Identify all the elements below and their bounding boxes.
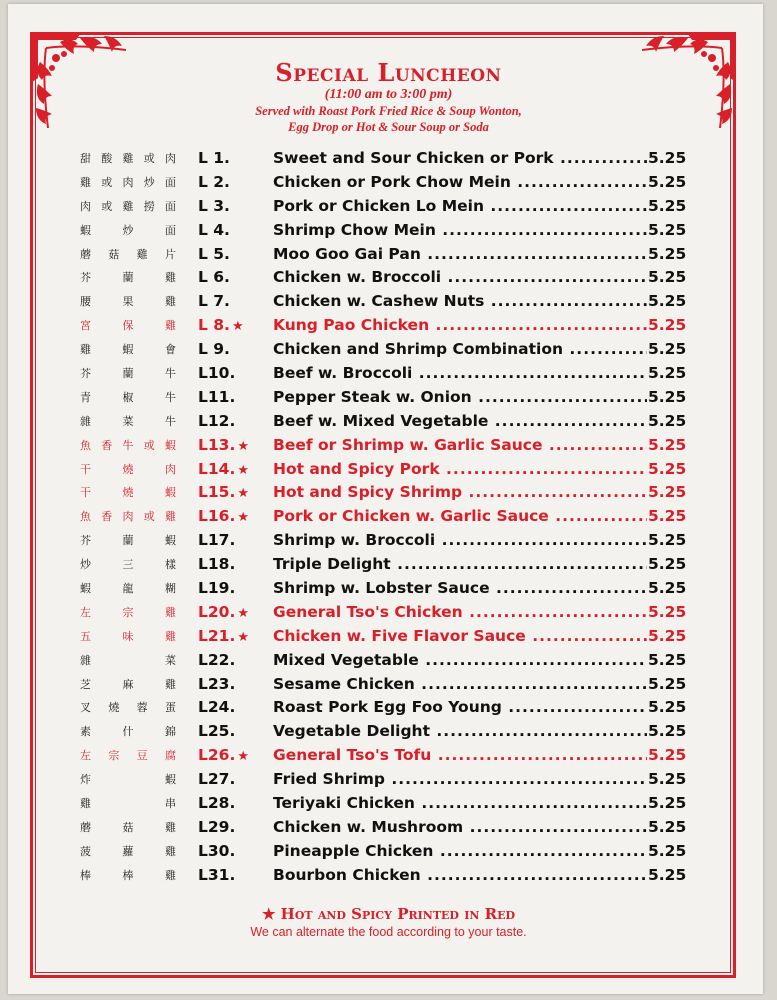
menu-item [80,840,692,864]
menu-item [80,529,692,553]
item-code-text: L 2. [198,172,230,191]
star-icon: ★ [237,605,249,621]
item-price: 5.25 [648,507,687,526]
item-code [198,673,235,697]
item-name: Pork or Chicken Lo Mein ..... [273,195,647,219]
menu-item [80,673,692,697]
menu-item [80,362,692,386]
chinese-name: 五 味 雞 [80,629,176,643]
menu-item [80,625,692,649]
item-name: Fried Shrimp ..... [273,768,647,792]
item-code-text: L31. [198,865,236,884]
item-code [198,792,235,816]
item-price: 5.25 [648,435,687,454]
menu-header [0,58,777,135]
item-code-text: L10. [198,364,236,383]
item-price: 5.25 [648,292,687,311]
item-code [198,171,230,195]
item-code-text: L25. [198,722,236,741]
item-code-text: L13. [198,435,236,454]
chinese-name: 雞 串 [80,797,176,811]
menu-item [80,434,692,458]
item-price: 5.25 [648,340,687,359]
item-name: Vegetable Delight ..... [273,720,647,744]
chinese-name: 芥 蘭 雞 [80,271,176,285]
hours-text: (11:00 am to 3:00 pm) [324,87,453,102]
item-code [198,266,230,290]
item-code [198,625,249,650]
item-code-text: L 5. [198,244,230,263]
menu-item [80,290,692,314]
chinese-name: 左 宗 豆 腐 [80,749,176,763]
menu-item [80,553,692,577]
item-name: General Tso's Chicken ..... [273,601,647,625]
item-name: Triple Delight ..... [273,553,647,577]
star-icon: ★ [237,749,249,765]
spicy-legend: ★ Hot and Spicy Printed in Red [261,905,516,923]
item-name: Kung Pao Chicken ..... [273,314,647,338]
item-price: 5.25 [648,579,687,598]
item-name: Hot and Spicy Shrimp ..... [273,481,647,505]
item-name: Chicken w. Mushroom ..... [273,816,647,840]
item-code [198,864,235,888]
chinese-name: 魚 香 肉 或 雞 [80,510,176,524]
item-code [198,553,235,577]
star-icon: ★ [237,462,249,478]
item-name: Chicken w. Five Flavor Sauce ..... [273,625,647,649]
chinese-name: 炸 蝦 [80,773,176,787]
item-code-text: L 7. [198,292,230,311]
item-price: 5.25 [648,172,687,191]
chinese-name: 甜 酸 雞 或 肉 [80,152,176,165]
item-price: 5.25 [648,794,687,813]
item-code-text: L22. [198,650,236,669]
chinese-name: 雜 菜 [80,653,176,667]
item-code-text: L 4. [198,220,230,239]
item-price: 5.25 [648,674,687,693]
item-name: Beef w. Mixed Vegetable ..... [273,410,647,434]
item-price: 5.25 [648,626,687,645]
item-price: 5.25 [648,244,687,263]
star-icon: ★ [237,438,249,454]
item-code [198,362,235,386]
menu-item [80,481,692,505]
served-with-line-2: Egg Drop or Hot & Sour Soup or Soda [288,120,489,134]
item-name: Chicken or Pork Chow Mein ..... [273,171,647,195]
item-price: 5.25 [648,531,687,550]
item-price: 5.25 [648,387,687,406]
item-code [198,649,235,673]
menu-item [80,505,692,529]
menu-item [80,696,692,720]
item-price: 5.25 [648,316,687,335]
item-name: Shrimp w. Lobster Sauce ..... [273,577,647,601]
item-price: 5.25 [648,817,687,836]
item-code-text: L20. [198,602,236,621]
menu-item [80,720,692,744]
item-code [198,720,235,744]
chinese-name: 蝦 炒 面 [80,223,176,237]
item-name: Sesame Chicken ..... [273,673,647,697]
star-icon: ★ [237,510,249,526]
tagline: We can alternate the food according to your taste. [250,925,527,939]
menu-item [80,338,692,362]
item-name: Shrimp w. Broccoli ..... [273,529,647,553]
chinese-name: 雜 菜 牛 [80,414,176,428]
menu-item [80,386,692,410]
item-code-text: L21. [198,626,236,645]
chinese-name: 芥 蘭 牛 [80,367,176,381]
item-code [198,577,235,601]
item-name: Moo Goo Gai Pan ..... [273,243,647,267]
item-price: 5.25 [648,722,687,741]
menu-item [80,792,692,816]
item-code [198,696,235,720]
item-code [198,529,235,553]
item-code [198,481,249,506]
chinese-name: 蘑 菇 雞 [80,820,176,834]
chinese-name: 棒 棒 雞 [80,868,176,882]
item-code-text: L18. [198,555,236,574]
item-name: Beef or Shrimp w. Garlic Sauce ..... [273,434,647,458]
item-code-text: L19. [198,579,236,598]
chinese-name: 干 燒 蝦 [80,486,176,500]
item-code-text: L12. [198,411,236,430]
menu-item [80,864,692,888]
item-code [198,410,235,434]
item-name: Beef w. Broccoli ..... [273,362,647,386]
item-code [198,338,230,362]
item-code-text: L26. [198,746,236,765]
served-with-line-1: Served with Roast Pork Fried Rice & Soup Wonton, [255,104,522,118]
item-code [198,505,249,530]
menu-item [80,649,692,673]
menu-item [80,219,692,243]
item-code [198,601,249,626]
menu-item [80,195,692,219]
item-price: 5.25 [648,746,687,765]
menu-item [80,816,692,840]
item-name: Pineapple Chicken ..... [273,840,647,864]
item-name: Chicken w. Cashew Nuts ..... [273,290,647,314]
item-code-text: L 6. [198,268,230,287]
chinese-name: 魚 香 牛 或 蝦 [80,438,176,452]
item-name: Hot and Spicy Pork ..... [273,458,647,482]
item-code [198,768,235,792]
menu-item [80,744,692,768]
menu-footer [0,905,777,939]
item-code [198,816,235,840]
item-code-text: L 9. [198,340,230,359]
menu-item [80,458,692,482]
chinese-name: 雞 蝦 會 [80,343,176,357]
item-name: Bourbon Chicken ..... [273,864,647,888]
chinese-name: 素 什 錦 [80,725,176,739]
chinese-name: 宮 保 雞 [80,319,176,333]
item-code-text: L 1. [198,149,230,167]
chinese-name: 蘑 菇 雞 片 [80,247,176,261]
chinese-name: 青 椒 牛 [80,390,176,404]
item-name: General Tso's Tofu ..... [273,744,647,768]
menu-item [80,243,692,267]
item-code-text: L 8. [198,316,230,335]
item-name: Chicken and Shrimp Combination ..... [273,338,647,362]
menu-item [80,314,692,338]
item-code-text: L27. [198,770,236,789]
item-price: 5.25 [648,483,687,502]
item-price: 5.25 [648,865,687,884]
item-code [198,290,230,314]
item-name: Sweet and Sour Chicken or Pork ..... [273,147,647,171]
chinese-name: 蝦 龍 糊 [80,582,176,596]
item-code-text: L30. [198,841,236,860]
item-price: 5.25 [648,268,687,287]
chinese-name: 炒 三 樣 [80,558,176,572]
star-icon: ★ [231,319,244,335]
item-price: 5.25 [648,698,687,717]
item-code [198,458,249,483]
menu-item [80,768,692,792]
menu-list [80,147,692,888]
item-code-text: L16. [198,507,236,526]
item-code [198,195,230,219]
item-price: 5.25 [648,411,687,430]
item-code [198,219,230,243]
item-name: Roast Pork Egg Foo Young ..... [273,696,647,720]
item-code-text: L15. [198,483,236,502]
item-code-text: L11. [198,387,236,406]
item-name: Chicken w. Broccoli ..... [273,266,647,290]
item-code [198,243,230,267]
star-icon: ★ [237,629,249,645]
menu-item [80,601,692,625]
item-code [198,744,249,769]
item-code-text: L14. [198,459,236,478]
item-price: 5.25 [648,149,687,167]
item-code-text: L28. [198,794,236,813]
item-code-text: L 3. [198,196,230,215]
item-price: 5.25 [648,841,687,860]
chinese-name: 叉 燒 蓉 蛋 [80,701,176,715]
item-price: 5.25 [648,459,687,478]
item-name: Teriyaki Chicken ..... [273,792,647,816]
chinese-name: 菠 蘿 雞 [80,844,176,858]
item-price: 5.25 [648,602,687,621]
item-price: 5.25 [648,364,687,383]
chinese-name: 芥 蘭 蝦 [80,534,176,548]
item-name: Pork or Chicken w. Garlic Sauce ..... [273,505,647,529]
item-price: 5.25 [648,555,687,574]
chinese-name: 雞 或 肉 炒 面 [80,175,176,189]
item-price: 5.25 [648,770,687,789]
page-title: Special Luncheon [275,58,502,87]
chinese-name: 左 宗 雞 [80,605,176,619]
item-name: Shrimp Chow Mein ..... [273,219,647,243]
chinese-name: 腰 果 雞 [80,295,176,309]
item-code-text: L23. [198,674,236,693]
item-code [198,314,244,339]
item-code [198,147,230,171]
chinese-name: 芝 麻 雞 [80,677,176,691]
star-icon: ★ [237,486,249,502]
item-code [198,840,235,864]
menu-item [80,577,692,601]
item-code-text: L24. [198,698,236,717]
menu-item [80,147,692,171]
item-code [198,434,249,459]
item-price: 5.25 [648,196,687,215]
item-code [198,386,235,410]
item-price: 5.25 [648,220,687,239]
chinese-name: 干 燒 肉 [80,462,176,476]
chinese-name: 肉 或 雞 撈 面 [80,199,176,213]
menu-item [80,266,692,290]
item-name: Mixed Vegetable ..... [273,649,647,673]
item-name: Pepper Steak w. Onion ..... [273,386,647,410]
item-code-text: L17. [198,531,236,550]
item-price: 5.25 [648,650,687,669]
menu-item [80,171,692,195]
item-code-text: L29. [198,817,236,836]
menu-item [80,410,692,434]
